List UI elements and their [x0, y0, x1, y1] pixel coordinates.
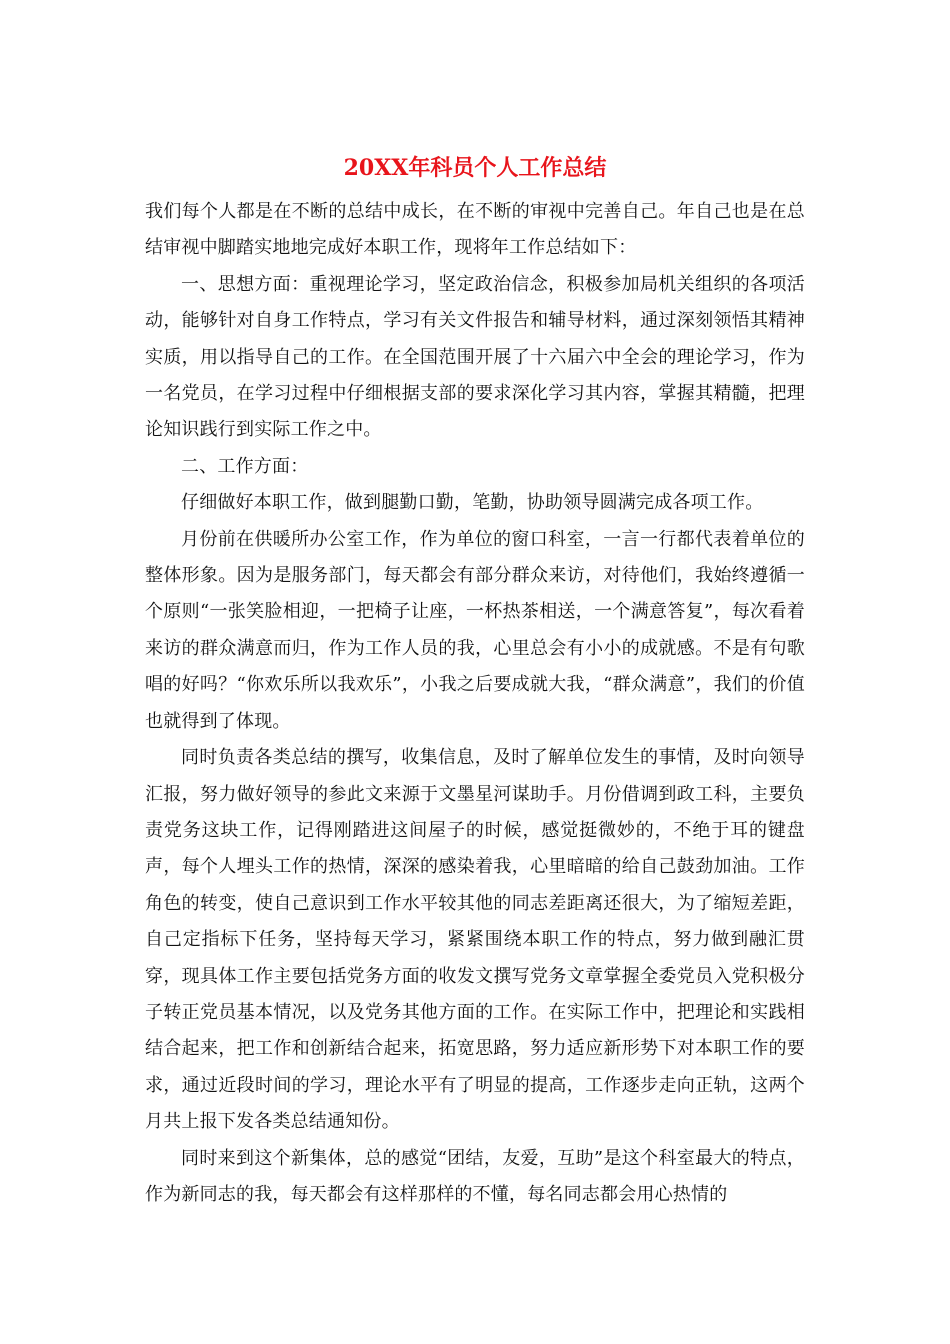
paragraph-ideology: 一、思想方面：重视理论学习，坚定政治信念，积极参加局机关组织的各项活动，能够针对自身工作特点，学习有关文件报告和辅导材料，通过深刻领悟其精神实质，用以指导自己的工作。在全国范围开展了十六届六中全会的理论学习，作为一名党员，在学习过程中仔细根据支部的要求深化学习其内容，掌握其精髓，把理论知识践行到实际工作之中。 — [145, 273, 805, 441]
paragraph-new-team: 同时来到这个新集体，总的感觉“团结，友爱，互助”是这个科室最大的特点，作为新同志的我，每天都会有这样那样的不懂，每名同志都会用心热情的 — [145, 1147, 805, 1205]
document-title: 20XX年科员个人工作总结 — [343, 155, 607, 181]
paragraph-intro: 我们每个人都是在不断的总结中成长，在不断的审视中完善自己。年自己也是在总结审视中脚踏实地地完成好本职工作，现将年工作总结如下： — [145, 201, 805, 259]
paragraph-duty: 仔细做好本职工作，做到腿勤口勤，笔勤，协助领导圆满完成各项工作。 — [181, 492, 764, 514]
document-body — [145, 194, 805, 1213]
paragraph-work-heading: 二、工作方面： — [181, 455, 309, 477]
paragraph-office-work: 月份前在供暖所办公室工作，作为单位的窗口科室，一言一行都代表着单位的整体形象。因为是服务部门，每天都会有部分群众来访，对待他们，我始终遵循一个原则“一张笑脸相迎，一把椅子让座，一杯热茶相送，一个满意答复”，每次看着来访的群众满意而归，作为工作人员的我，心里总会有小小的成就感。不是有句歌唱的好吗？“你欢乐所以我欢乐”，小我之后要成就大我，“群众满意”，我们的价值也就得到了体现。 — [145, 528, 805, 732]
paragraph-party-work: 同时负责各类总结的撰写，收集信息，及时了解单位发生的事情，及时向领导汇报，努力做好领导的参此文来源于文墨星河谋助手。月份借调到政工科，主要负责党务这块工作，记得刚踏进这间屋子的时候，感觉挺微妙的，不绝于耳的键盘声，每个人埋头工作的热情，深深的感染着我，心里暗暗的给自己鼓劲加油。工作角色的转变，使自己意识到工作水平较其他的同志差距离还很大，为了缩短差距，自己定指标下任务，坚持每天学习，紧紧围绕本职工作的特点，努力做到融汇贯穿，现具体工作主要包括党务方面的收发文撰写党务文章掌握全委党员入党积极分子转正党员基本情况，以及党务其他方面的工作。在实际工作中，把理论和实践相结合起来，把工作和创新结合起来，拓宽思路，努力适应新形势下对本职工作的要求，通过近段时间的学习，理论水平有了明显的提高，工作逐步走向正轨，这两个月共上报下发各类总结通知份。 — [145, 747, 805, 1133]
